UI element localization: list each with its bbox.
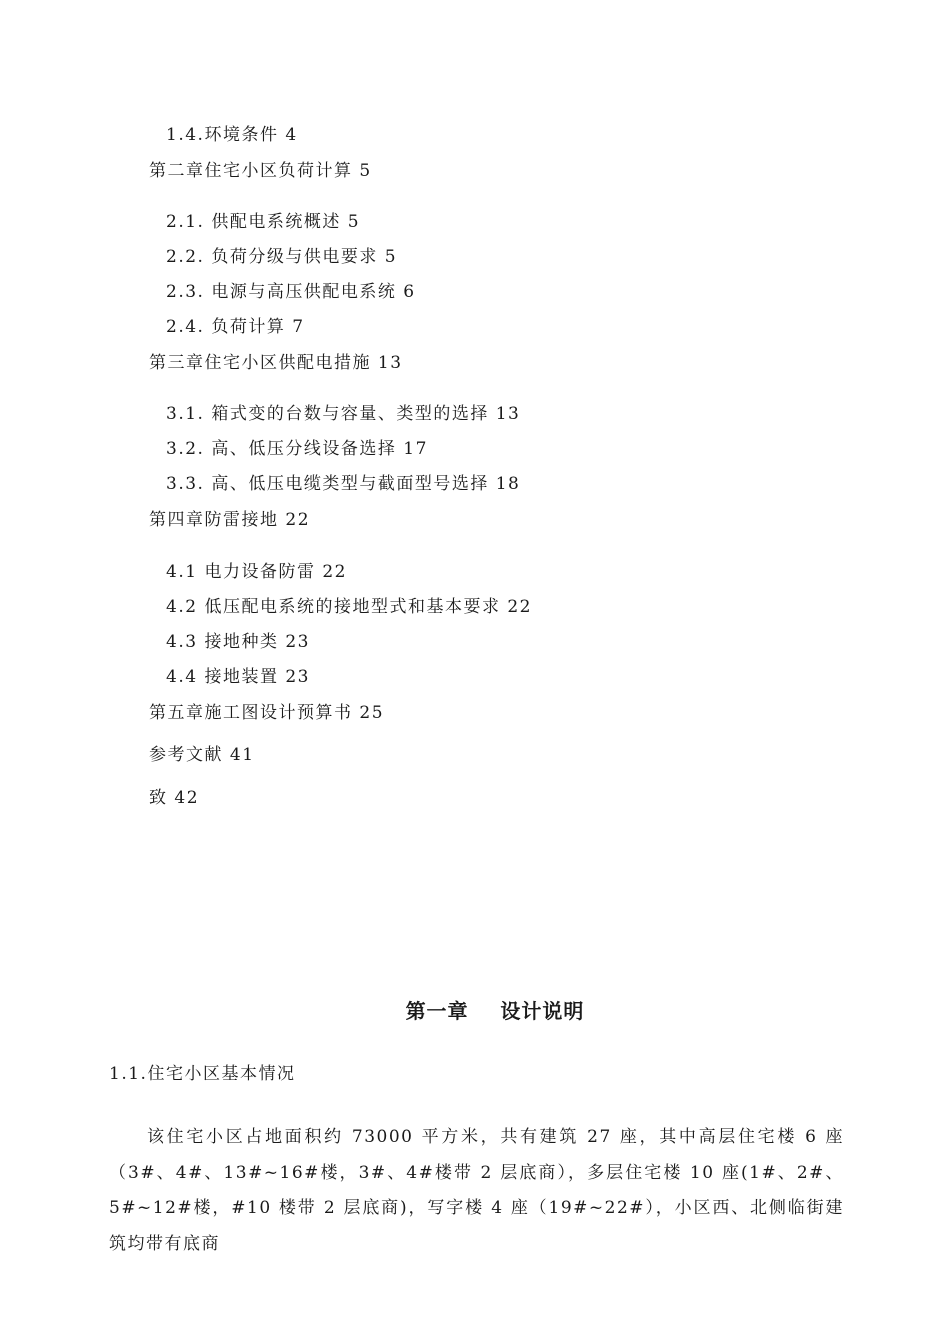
toc-entry[interactable]: 第二章住宅小区负荷计算 5 bbox=[149, 161, 372, 181]
toc-entry[interactable]: 第三章住宅小区供配电措施 13 bbox=[149, 353, 403, 373]
toc-entry[interactable]: 2.4. 负荷计算 7 bbox=[166, 317, 305, 337]
toc-entry[interactable]: 2.2. 负荷分级与供电要求 5 bbox=[166, 247, 398, 267]
chapter-title: 第一章 设计说明 bbox=[405, 999, 585, 1023]
toc-entry[interactable]: 3.3. 高、低压电缆类型与截面型号选择 18 bbox=[166, 474, 521, 494]
toc-entry[interactable]: 4.1 电力设备防雷 22 bbox=[166, 562, 347, 582]
toc-entry[interactable]: 4.4 接地装置 23 bbox=[166, 667, 310, 687]
toc-entry[interactable]: 2.3. 电源与高压供配电系统 6 bbox=[166, 282, 416, 302]
toc-entry[interactable]: 3.2. 高、低压分线设备选择 17 bbox=[166, 439, 428, 459]
body-paragraph: 该住宅小区占地面积约 73000 平方米，共有建筑 27 座，其中高层住宅楼 6 座（3#、4#、13#~16#楼，3#、4#楼带 2 层底商），多层住宅楼 10 座(1#、2#、5#~12#楼，#10 楼带 2 层底商)，写字楼 4 座（19#~22#），小区西、北侧临街建筑均带有底商 bbox=[109, 1127, 844, 1254]
toc-entry[interactable]: 2.1. 供配电系统概述 5 bbox=[166, 212, 361, 232]
toc-entry[interactable]: 4.2 低压配电系统的接地型式和基本要求 22 bbox=[166, 597, 532, 617]
toc-entry[interactable]: 第五章施工图设计预算书 25 bbox=[149, 703, 385, 723]
toc-entry[interactable]: 第四章防雷接地 22 bbox=[149, 510, 311, 530]
toc-entry[interactable]: 参考文献 41 bbox=[149, 745, 255, 765]
toc-entry[interactable]: 1.4.环境条件 4 bbox=[166, 125, 298, 145]
toc-entry[interactable]: 4.3 接地种类 23 bbox=[166, 632, 310, 652]
toc-entry[interactable]: 致 42 bbox=[149, 788, 200, 808]
section-heading: 1.1.住宅小区基本情况 bbox=[109, 1064, 296, 1084]
toc-entry[interactable]: 3.1. 箱式变的台数与容量、类型的选择 13 bbox=[166, 404, 521, 424]
